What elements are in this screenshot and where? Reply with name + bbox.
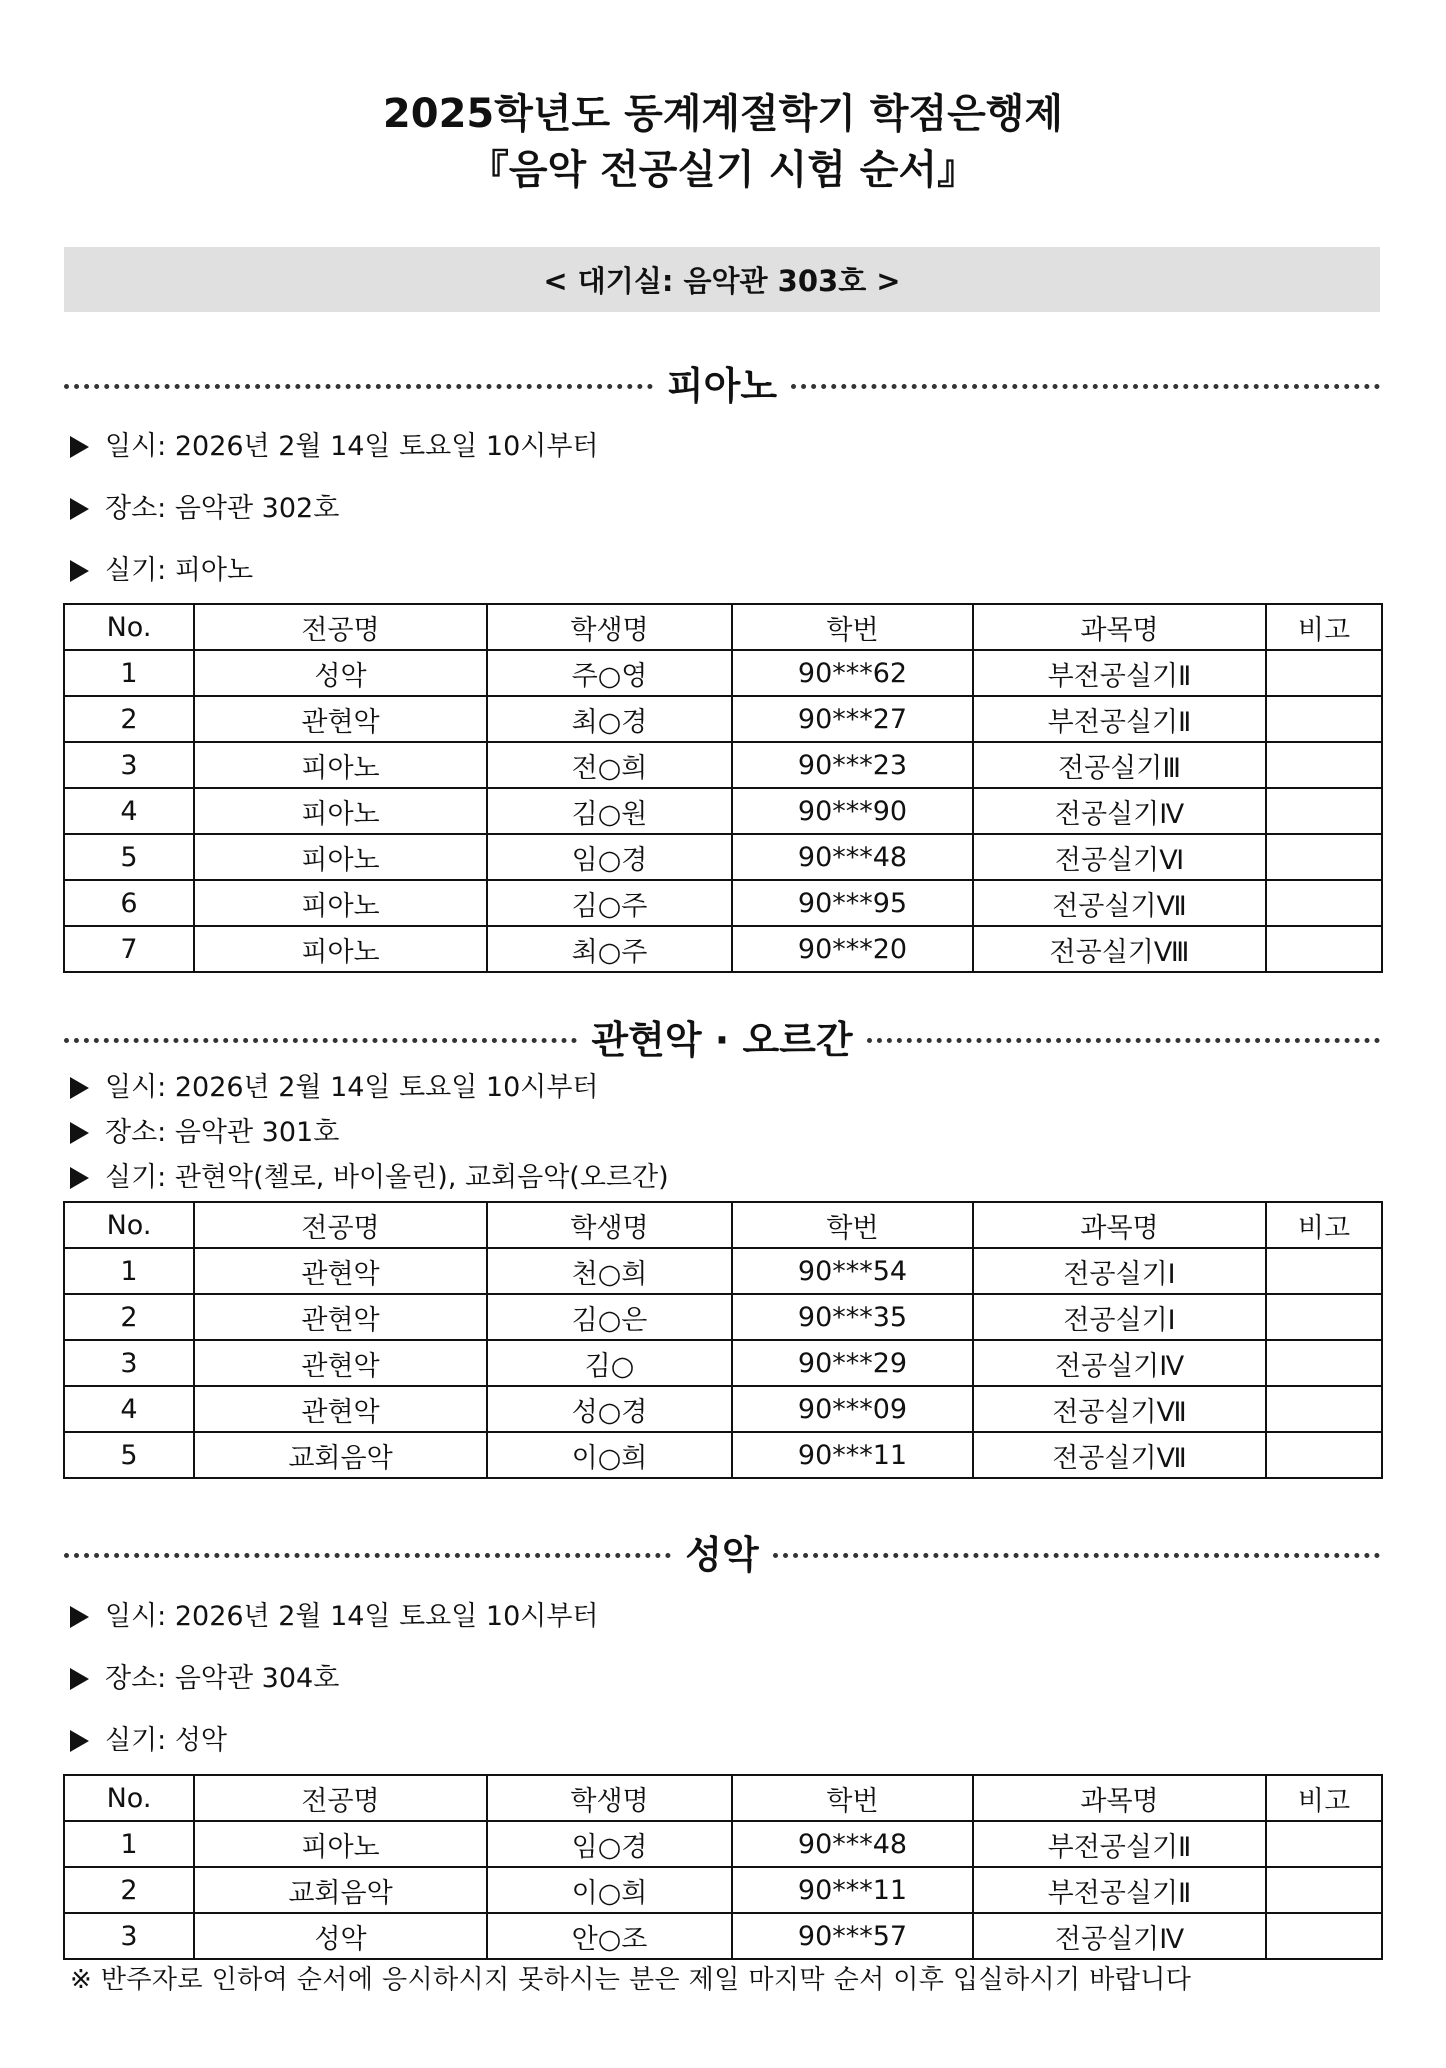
table-row — [64, 926, 1382, 972]
table-cell: 90***27 — [732, 696, 973, 742]
waiting-room-banner: < 대기실: 음악관 303호 > — [64, 247, 1380, 312]
table-cell: 피아노 — [194, 742, 487, 788]
triangle-bullet-icon — [70, 1730, 89, 1752]
document-title-line2: 『음악 전공실기 시험 순서』 — [468, 147, 978, 193]
info-line-location — [70, 1115, 339, 1151]
column-header: 학번 — [732, 604, 973, 650]
table-cell: 6 — [64, 880, 194, 926]
info-text: 일시: 2026년 2월 14일 토요일 10시부터 — [105, 1072, 599, 1103]
table-cell: 전공실기Ⅵ — [973, 834, 1266, 880]
column-header: 학번 — [732, 1202, 973, 1248]
table-cell: 2 — [64, 1867, 194, 1913]
table-cell: 90***95 — [732, 880, 973, 926]
triangle-bullet-icon — [70, 1668, 89, 1690]
info-line-datetime — [70, 1070, 599, 1106]
table-cell: 성악 — [194, 650, 487, 696]
section-title: 피아노 — [666, 364, 778, 408]
column-header: 과목명 — [973, 1775, 1266, 1821]
table-cell: 교회음악 — [194, 1867, 487, 1913]
table-row — [64, 696, 1382, 742]
table-cell: 3 — [64, 1913, 194, 1959]
section-header-strings-organ — [64, 1014, 1380, 1066]
table-cell: 전공실기Ⅳ — [973, 788, 1266, 834]
triangle-bullet-icon — [70, 1122, 89, 1144]
table-cell: 7 — [64, 926, 194, 972]
section-header-vocal — [64, 1529, 1380, 1581]
table-row — [64, 1913, 1382, 1959]
table-cell: 90***11 — [732, 1867, 973, 1913]
table-cell: 2 — [64, 696, 194, 742]
table-row — [64, 1867, 1382, 1913]
table-cell: 5 — [64, 834, 194, 880]
table-cell: 전공실기Ⅰ — [973, 1248, 1266, 1294]
table-cell: 90***35 — [732, 1294, 973, 1340]
table-row — [64, 880, 1382, 926]
column-header: 학번 — [732, 1775, 973, 1821]
table-cell: 90***29 — [732, 1340, 973, 1386]
column-header: 전공명 — [194, 604, 487, 650]
dotted-rule — [64, 1038, 577, 1043]
table-row — [64, 1432, 1382, 1478]
triangle-bullet-icon — [70, 1077, 89, 1099]
info-text: 일시: 2026년 2월 14일 토요일 10시부터 — [105, 431, 599, 462]
table-cell — [1266, 880, 1382, 926]
table-cell: 성○경 — [487, 1386, 732, 1432]
table-cell: 전공실기Ⅳ — [973, 1913, 1266, 1959]
info-text: 실기: 성악 — [105, 1725, 228, 1756]
table-row — [64, 1248, 1382, 1294]
table-cell: 전공실기Ⅶ — [973, 1432, 1266, 1478]
table-cell: 이○희 — [487, 1867, 732, 1913]
column-header: 학생명 — [487, 604, 732, 650]
table-row — [64, 834, 1382, 880]
table-cell: 피아노 — [194, 788, 487, 834]
table-cell: 임○경 — [487, 1821, 732, 1867]
table-row — [64, 788, 1382, 834]
table-cell: 전공실기Ⅶ — [973, 880, 1266, 926]
column-header: 과목명 — [973, 1202, 1266, 1248]
table-row — [64, 1294, 1382, 1340]
table-cell: 1 — [64, 650, 194, 696]
column-header: No. — [64, 1775, 194, 1821]
table-cell: 전공실기Ⅷ — [973, 926, 1266, 972]
table-cell: 김○원 — [487, 788, 732, 834]
table-cell — [1266, 1821, 1382, 1867]
table-cell — [1266, 1248, 1382, 1294]
table-cell: 전공실기Ⅳ — [973, 1340, 1266, 1386]
table-cell — [1266, 1340, 1382, 1386]
column-header: 전공명 — [194, 1202, 487, 1248]
table-cell: 최○주 — [487, 926, 732, 972]
table-cell: 김○은 — [487, 1294, 732, 1340]
table-cell: 90***23 — [732, 742, 973, 788]
dotted-rule — [867, 1038, 1380, 1043]
table-cell: 교회음악 — [194, 1432, 487, 1478]
table-cell: 피아노 — [194, 1821, 487, 1867]
column-header: 과목명 — [973, 604, 1266, 650]
table-cell — [1266, 1432, 1382, 1478]
table-cell — [1266, 742, 1382, 788]
column-header: 비고 — [1266, 604, 1382, 650]
table-cell: 최○경 — [487, 696, 732, 742]
table-cell: 4 — [64, 1386, 194, 1432]
table-cell: 2 — [64, 1294, 194, 1340]
table-cell: 1 — [64, 1821, 194, 1867]
table-cell: 4 — [64, 788, 194, 834]
table-cell — [1266, 1386, 1382, 1432]
schedule-table-piano — [63, 603, 1383, 973]
table-cell: 관현악 — [194, 1248, 487, 1294]
column-header: 전공명 — [194, 1775, 487, 1821]
table-cell: 임○경 — [487, 834, 732, 880]
table-cell: 안○조 — [487, 1913, 732, 1959]
triangle-bullet-icon — [70, 560, 89, 582]
column-header: 비고 — [1266, 1202, 1382, 1248]
table-cell: 피아노 — [194, 926, 487, 972]
section-title: 관현악 · 오르간 — [591, 1018, 853, 1062]
info-line-datetime — [70, 1599, 599, 1635]
column-header: 학생명 — [487, 1202, 732, 1248]
table-cell: 부전공실기Ⅱ — [973, 1821, 1266, 1867]
table-cell: 90***90 — [732, 788, 973, 834]
column-header: No. — [64, 1202, 194, 1248]
info-text: 일시: 2026년 2월 14일 토요일 10시부터 — [105, 1601, 599, 1632]
table-cell: 관현악 — [194, 1294, 487, 1340]
triangle-bullet-icon — [70, 1167, 89, 1189]
table-cell: 관현악 — [194, 1340, 487, 1386]
table-cell: 김○ — [487, 1340, 732, 1386]
table-cell: 3 — [64, 742, 194, 788]
info-text: 장소: 음악관 301호 — [105, 1117, 340, 1148]
table-cell: 이○희 — [487, 1432, 732, 1478]
table-cell: 전○희 — [487, 742, 732, 788]
info-line-practical — [70, 1723, 227, 1759]
table-header-row — [64, 1202, 1382, 1248]
table-cell — [1266, 1294, 1382, 1340]
table-cell: 천○희 — [487, 1248, 732, 1294]
table-cell: 전공실기Ⅰ — [973, 1294, 1266, 1340]
table-cell: 90***54 — [732, 1248, 973, 1294]
table-cell — [1266, 834, 1382, 880]
table-header-row — [64, 604, 1382, 650]
info-text: 장소: 음악관 304호 — [105, 1663, 340, 1694]
table-cell — [1266, 926, 1382, 972]
table-cell: 90***62 — [732, 650, 973, 696]
table-cell: 1 — [64, 1248, 194, 1294]
table-cell: 성악 — [194, 1913, 487, 1959]
table-cell: 관현악 — [194, 696, 487, 742]
table-cell: 부전공실기Ⅱ — [973, 650, 1266, 696]
table-cell: 관현악 — [194, 1386, 487, 1432]
triangle-bullet-icon — [70, 498, 89, 520]
table-cell — [1266, 1913, 1382, 1959]
footnote: ※ 반주자로 인하여 순서에 응시하시지 못하시는 분은 제일 마지막 순서 이후 입실하시기 바랍니다 — [70, 1965, 1192, 1995]
dotted-rule — [791, 384, 1380, 389]
table-cell: 주○영 — [487, 650, 732, 696]
dotted-rule — [64, 1553, 671, 1558]
info-line-practical — [70, 553, 253, 589]
triangle-bullet-icon — [70, 1606, 89, 1628]
info-line-datetime — [70, 429, 599, 465]
table-cell: 90***11 — [732, 1432, 973, 1478]
table-row — [64, 742, 1382, 788]
section-title: 성악 — [685, 1533, 759, 1577]
info-text: 실기: 피아노 — [105, 555, 254, 586]
table-cell — [1266, 788, 1382, 834]
table-cell: 90***57 — [732, 1913, 973, 1959]
info-text: 장소: 음악관 302호 — [105, 493, 340, 524]
table-cell — [1266, 650, 1382, 696]
info-text: 실기: 관현악(첼로, 바이올린), 교회음악(오르간) — [105, 1162, 669, 1193]
table-cell: 90***09 — [732, 1386, 973, 1432]
table-header-row — [64, 1775, 1382, 1821]
column-header: No. — [64, 604, 194, 650]
dotted-rule — [64, 384, 653, 389]
table-row — [64, 1386, 1382, 1432]
document-title-line1: 2025학년도 동계계절학기 학점은행제 — [382, 91, 1064, 137]
schedule-table-strings-organ — [63, 1201, 1383, 1479]
table-cell: 전공실기Ⅲ — [973, 742, 1266, 788]
table-cell: 90***48 — [732, 1821, 973, 1867]
info-line-location — [70, 491, 339, 527]
table-cell: 5 — [64, 1432, 194, 1478]
table-cell: 90***20 — [732, 926, 973, 972]
column-header: 학생명 — [487, 1775, 732, 1821]
table-row — [64, 1340, 1382, 1386]
table-cell — [1266, 1867, 1382, 1913]
table-cell: 3 — [64, 1340, 194, 1386]
table-cell: 김○주 — [487, 880, 732, 926]
schedule-table-vocal — [63, 1774, 1383, 1960]
table-cell — [1266, 696, 1382, 742]
info-line-location — [70, 1661, 339, 1697]
dotted-rule — [773, 1553, 1380, 1558]
table-cell: 피아노 — [194, 834, 487, 880]
triangle-bullet-icon — [70, 436, 89, 458]
table-row — [64, 1821, 1382, 1867]
column-header: 비고 — [1266, 1775, 1382, 1821]
table-cell: 90***48 — [732, 834, 973, 880]
table-cell: 부전공실기Ⅱ — [973, 1867, 1266, 1913]
table-cell: 전공실기Ⅶ — [973, 1386, 1266, 1432]
table-cell: 피아노 — [194, 880, 487, 926]
table-row — [64, 650, 1382, 696]
info-line-practical — [70, 1160, 669, 1196]
table-cell: 부전공실기Ⅱ — [973, 696, 1266, 742]
section-header-piano — [64, 360, 1380, 412]
